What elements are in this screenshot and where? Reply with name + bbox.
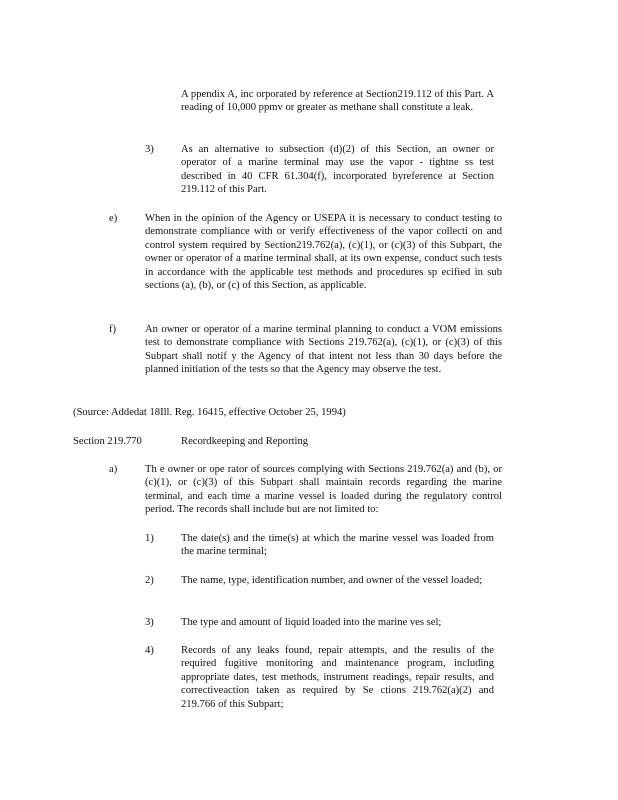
subitem-2-label: 2) (145, 575, 154, 586)
subitem-3-label: 3) (145, 617, 154, 628)
item-f-paragraph: An owner or operator of a marine terminal planning to conduct a VOM emissions test to demonstrate compliance with Sections 219.762(a), (c)(1), or (c)(3) of this Subpart shall notif y the Agency of that intent not less than 30 days before the planned initiation of the tests so that the Agency may observe the test. (145, 324, 502, 376)
item-e-label: e) (109, 213, 118, 224)
item-e-paragraph: When in the opinion of the Agency or USEPA it is necessary to conduct testing to demonstrate compliance with or verify effectiveness of the vapor collecti on and control system required by Section219.762(a), (c)(1), or (c)(3) of this Subpart, the owner or operator of a marine terminal shall, at its own expense, conduct such tests in accordance with the applicable test methods and procedures sp ecified in sub sections (a), (b), or (c) of this Section, as applicable. (145, 213, 502, 292)
item-3-label: 3) (145, 144, 154, 155)
section-number: Section 219.770 (73, 436, 142, 447)
item-a-label: a) (109, 464, 118, 475)
subitem-1-paragraph: The date(s) and the time(s) at which the marine vessel was loaded from the marine terminal; (181, 533, 494, 558)
section-title: Recordkeeping and Reporting (181, 436, 309, 447)
subitem-3-paragraph: The type and amount of liquid loaded into the marine ves sel; (181, 617, 442, 628)
subitem-4-label: 4) (145, 645, 154, 656)
item-f-label: f) (109, 324, 117, 335)
subitem-2-paragraph: The name, type, identification number, and owner of the vessel loaded; (181, 575, 483, 586)
appendix-reference-paragraph: A ppendix A, inc orporated by reference at Section219.112 of this Part. A reading of 10,000 ppmv or greater as methane shall constitute a leak. (181, 89, 494, 114)
item-3-paragraph: As an alternative to subsection (d)(2) of this Section, an owner or operator of a marine terminal may use the vapor - tightne ss test described in 40 CFR 61.304(f), incorporated byreference at Section 219.112 of this Part. (181, 144, 494, 196)
item-a-paragraph: Th e owner or ope rator of sources complying with Sections 219.762(a) and (b), or (c)(1), or (c)(3) of this Subpart shall maintain records regarding the marine terminal, and each time a marine vessel is loaded during the regulatory control period. The records shall include but are not limited to: (145, 464, 502, 516)
subitem-4-paragraph: Records of any leaks found, repair attempts, and the results of the required fugitive monitoring and maintenance program, including appropriate dates, test methods, instrument readings, repair results, and correctiveaction taken as required by Se ctions 219.762(a)(2) and 219.766 of this Subpart; (181, 645, 494, 710)
source-note: (Source: Addedat 18Ill. Reg. 16415, effective October 25, 1994) (73, 407, 346, 418)
subitem-1-label: 1) (145, 533, 154, 544)
